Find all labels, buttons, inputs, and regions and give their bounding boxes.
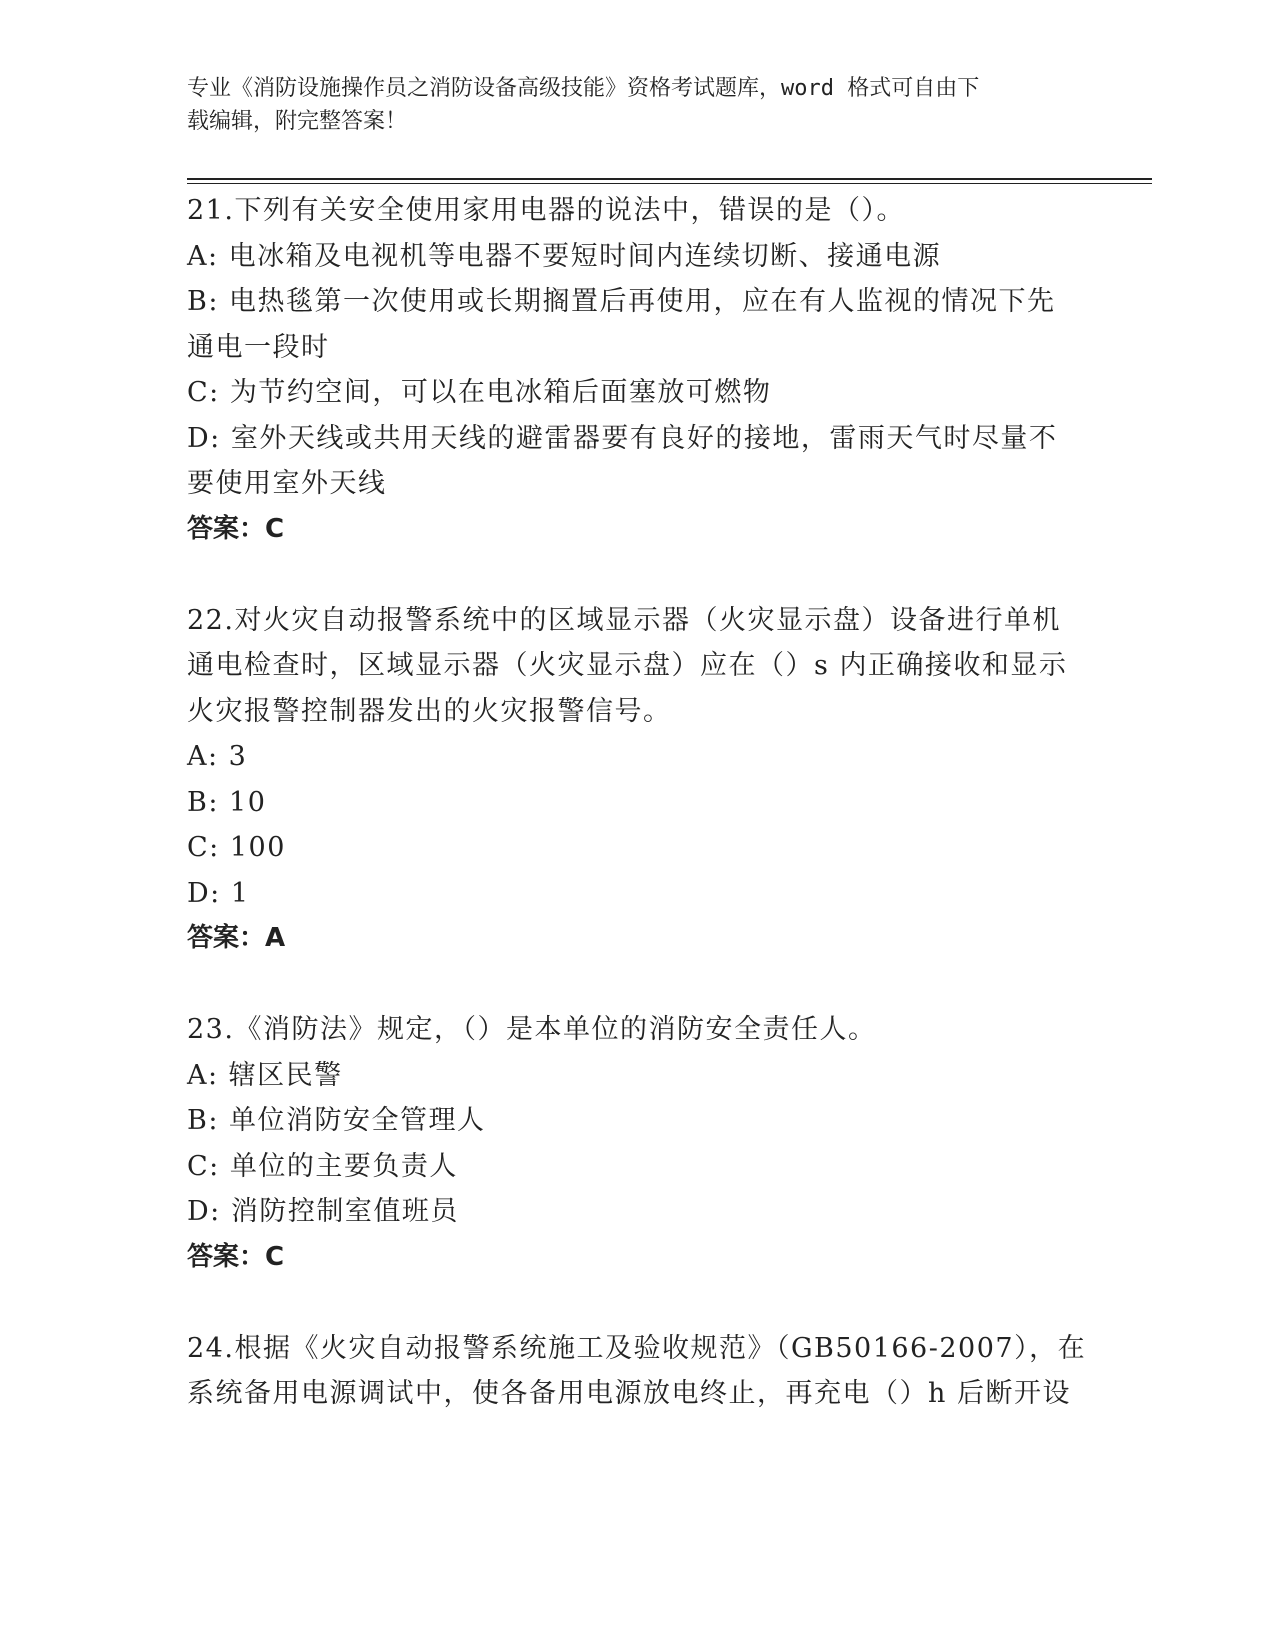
- question-spacer: [187, 962, 1087, 1008]
- question-stem: 24.根据《火灾自动报警系统施工及验收规范》（GB50166-2007），在: [187, 1332, 1087, 1364]
- header-line-2: 载编辑，附完整答案！: [187, 109, 408, 134]
- option-b: B: 单位消防安全管理人: [187, 1105, 486, 1136]
- question-stem: 21.下列有关安全使用家用电器的说法中，错误的是（）。: [187, 195, 905, 226]
- document-header: [187, 72, 1067, 138]
- option-d-continued: 要使用室外天线: [187, 468, 387, 499]
- option-a: A: 电冰箱及电视机等电器不要短时间内连续切断、接通电源: [187, 240, 942, 272]
- question-spacer: [187, 1280, 1087, 1326]
- question-block: [187, 1007, 1087, 1280]
- option-c: C: 100: [187, 832, 286, 863]
- question-block: [187, 188, 1087, 552]
- option-d: D: 1: [187, 877, 250, 909]
- option-d: D: 室外天线或共用天线的避雷器要有良好的接地，雷雨天气时尽量不: [187, 422, 1058, 454]
- answer-label: 答案：C: [187, 1241, 285, 1272]
- option-b: B: 电热毯第一次使用或长期搁置后再使用，应在有人监视的情况下先: [187, 286, 1056, 317]
- question-list: [187, 188, 1087, 1417]
- question-stem-continued: 通电检查时，区域显示器（火灾显示盘）应在（）s 内正确接收和显示: [187, 650, 1068, 681]
- option-b: B: 10: [187, 786, 267, 818]
- question-stem-continued: 系统备用电源调试中，使各备用电源放电终止，再充电（）h 后断开设: [187, 1378, 1071, 1409]
- option-a: A: 3: [187, 741, 248, 772]
- header-line-1: 专业《消防设施操作员之消防设备高级技能》资格考试题库，word 格式可自由下: [187, 76, 980, 101]
- question-stem: 22.对火灾自动报警系统中的区域显示器（火灾显示盘）设备进行单机: [187, 604, 1061, 636]
- option-b-continued: 通电一段时: [187, 331, 330, 363]
- header-divider-thin: [187, 183, 1152, 184]
- answer-label: 答案：C: [187, 513, 285, 544]
- question-block: [187, 1326, 1087, 1417]
- option-c: C: 单位的主要负责人: [187, 1150, 458, 1182]
- header-divider-thick: [187, 178, 1152, 180]
- option-c: C: 为节约空间，可以在电冰箱后面塞放可燃物: [187, 377, 772, 408]
- option-d: D: 消防控制室值班员: [187, 1196, 459, 1227]
- answer-label: 答案：A: [187, 923, 286, 953]
- question-stem: 23.《消防法》规定，（）是本单位的消防安全责任人。: [187, 1014, 877, 1045]
- question-stem-continued: 火灾报警控制器发出的火灾报警信号。: [187, 695, 672, 727]
- question-block: [187, 598, 1087, 962]
- option-a: A: 辖区民警: [187, 1059, 343, 1091]
- question-spacer: [187, 552, 1087, 598]
